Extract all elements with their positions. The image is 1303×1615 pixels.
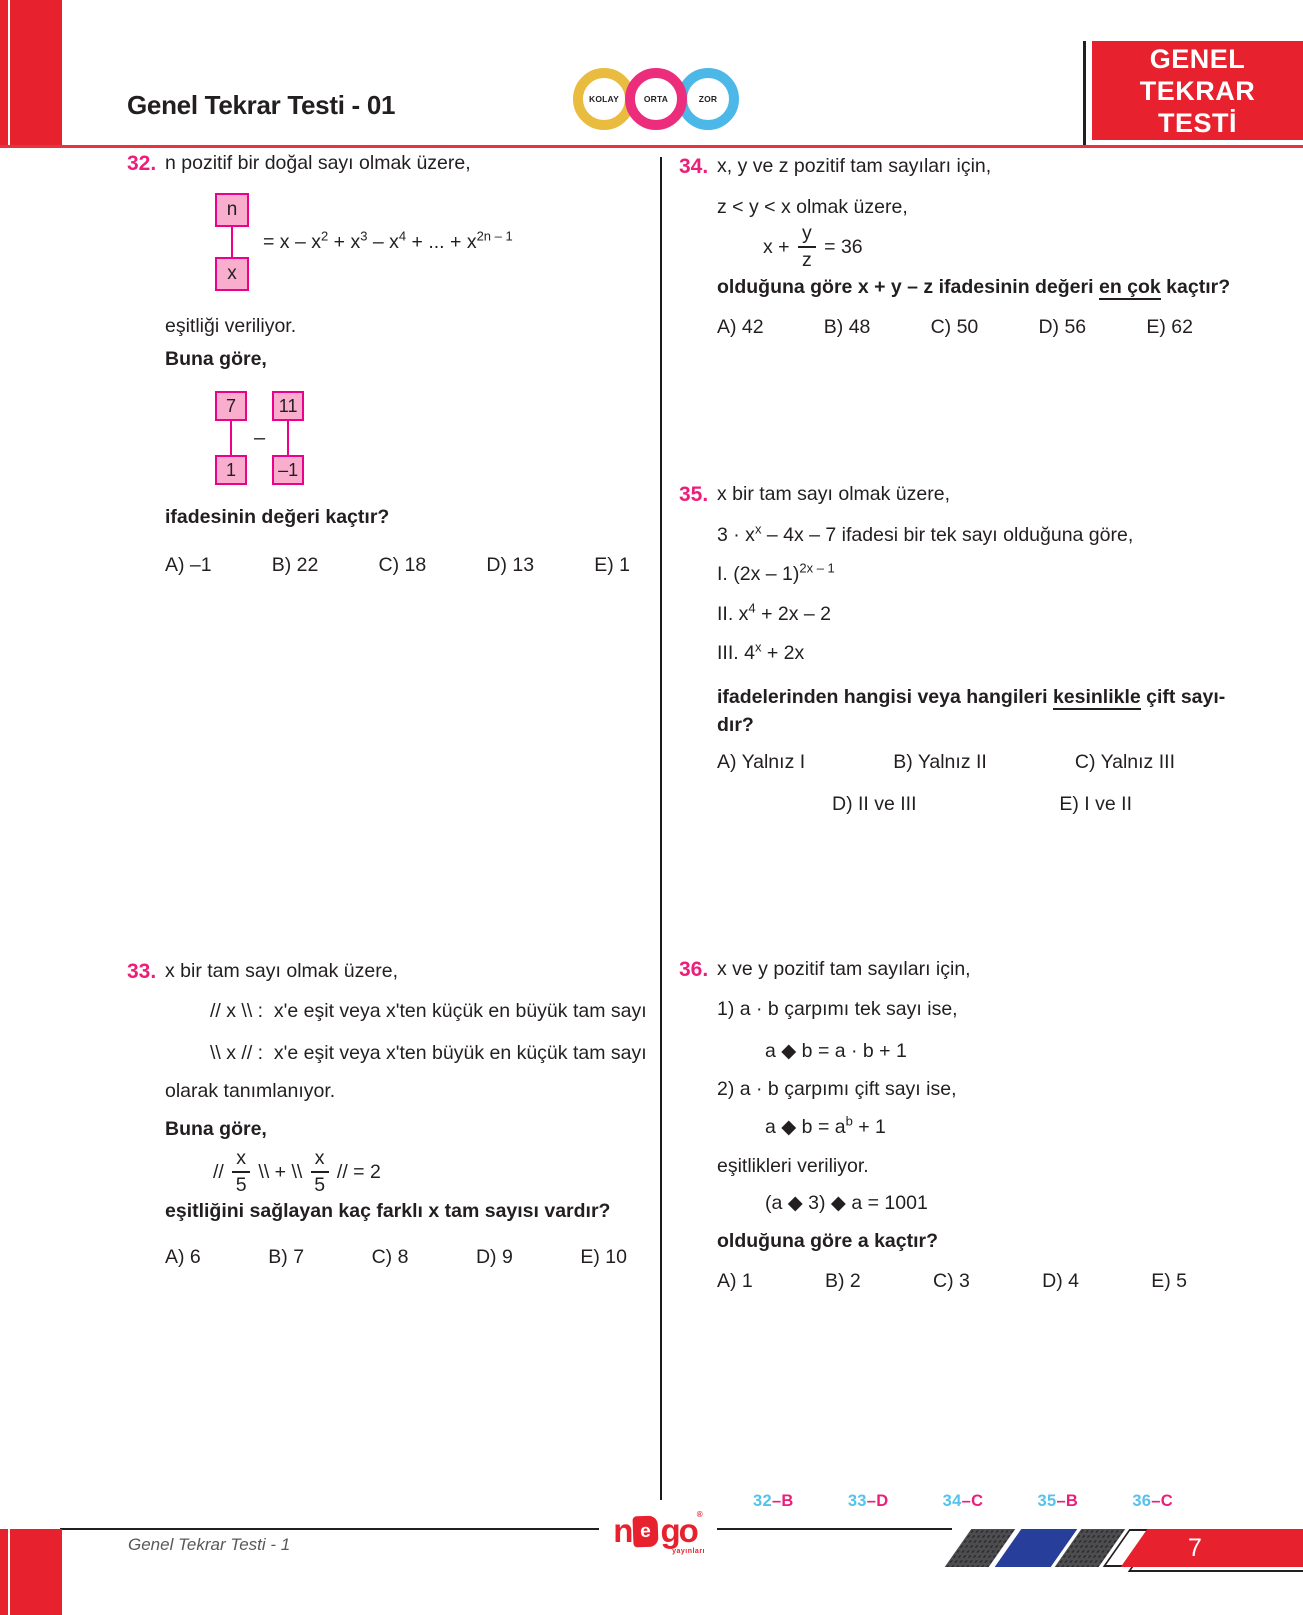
left-red-bar xyxy=(0,0,62,146)
question-prompt: eşitliğini sağlayan kaç farklı x tam sayısı vardır? xyxy=(165,1200,611,1222)
option-d: D) 13 xyxy=(486,554,535,576)
question-intro: n pozitif bir doğal sayı olmak üzere, xyxy=(165,152,471,174)
option-d: D) 9 xyxy=(475,1246,513,1268)
question-text: eşitliği veriliyor. xyxy=(165,315,297,337)
footer-rule xyxy=(60,1528,952,1530)
answer-key-entry: 32–B xyxy=(753,1492,794,1510)
option-e: E) 5 xyxy=(1151,1270,1187,1292)
roman-item-2: II. $x^4 + 2x - 2$ xyxy=(717,600,831,625)
page-number-band xyxy=(1121,1529,1303,1567)
equation-1: a ◆ b = a · b + 1 xyxy=(765,1040,907,1062)
column-divider xyxy=(660,157,662,1500)
banner-line: TESTİ xyxy=(1157,107,1237,138)
option-c: C) 8 xyxy=(371,1246,409,1268)
answer-key-entry: 35–B xyxy=(1037,1492,1079,1510)
question-prompt: olduğuna göre a kaçtır? xyxy=(717,1230,939,1252)
question-number: 32. xyxy=(127,152,157,175)
diagram-box: 7 xyxy=(215,391,247,421)
option-b: B) 2 xyxy=(825,1270,861,1292)
option-b: B) Yalnız II xyxy=(893,751,987,773)
option-d: D) II ve III xyxy=(832,793,917,815)
badge-label: ORTA xyxy=(643,94,669,104)
option-e: E) 1 xyxy=(594,554,630,576)
answer-key-entry: 36–C xyxy=(1132,1492,1173,1510)
equation-3: (a ◆ 3) ◆ a = 1001 xyxy=(765,1192,928,1214)
question-intro: x bir tam sayı olmak üzere, xyxy=(165,960,398,982)
badge-label: ZOR xyxy=(698,94,718,104)
chain-diagram xyxy=(215,193,647,291)
registered-mark: ® xyxy=(696,1510,703,1519)
logo-text: go xyxy=(660,1512,697,1549)
option-b: B) 22 xyxy=(271,554,319,576)
corner-divider-line xyxy=(1083,41,1086,147)
logo-subtext: yayınları xyxy=(672,1548,705,1555)
case-2: 2) a · b çarpımı çift sayı ise, xyxy=(717,1078,957,1100)
diagram-box: –1 xyxy=(272,455,304,485)
option-b: B) 48 xyxy=(823,316,871,338)
option-e: E) 62 xyxy=(1146,316,1193,338)
option-c: C) 50 xyxy=(930,316,979,338)
question-text: $3 \cdot x^x - 4x - 7$ ifadesi bir tek sayı olduğuna göre, xyxy=(717,521,1134,546)
answer-key-entry: 34–C xyxy=(942,1492,984,1510)
option-a: A) –1 xyxy=(165,554,212,576)
diagram-box: 11 xyxy=(272,391,304,421)
question-prompt: olduğuna göre x + y – z ifadesinin değeri en çok kaçtır? xyxy=(717,276,1231,298)
test-type-banner xyxy=(1092,41,1303,140)
question-text: Buna göre, xyxy=(165,1118,267,1140)
roman-item-1: I. (2x – 1)$^{2x - 1}$ xyxy=(717,560,835,585)
equation: = $x - x^2 + x^3 - x^4$ + ... + $x^{2n - 1}$ xyxy=(263,228,513,253)
question-35 xyxy=(679,483,1226,815)
question-number: 33. xyxy=(127,960,157,983)
bar-hairline xyxy=(8,1529,10,1615)
minus-operator: – xyxy=(254,426,266,449)
options-row xyxy=(717,1270,1187,1292)
option-a: A) 42 xyxy=(717,316,764,338)
question-prompt-2: dır? xyxy=(717,714,754,736)
question-intro: x, y ve z pozitif tam sayıları için, xyxy=(717,155,992,177)
diagram-connector xyxy=(231,227,233,257)
options-row-1 xyxy=(717,751,1175,773)
options-row xyxy=(165,554,630,576)
equation: x + $\frac{y}{z}$ = 36 xyxy=(763,221,863,271)
brand-logo xyxy=(599,1501,717,1561)
option-d: D) 56 xyxy=(1038,316,1087,338)
equation-2: a ◆ $b = a^b + 1$ xyxy=(765,1113,886,1138)
question-34 xyxy=(679,155,1231,338)
question-number: 35. xyxy=(679,483,709,506)
question-number: 34. xyxy=(679,155,709,178)
diagram-box: 1 xyxy=(215,455,247,485)
question-number: 36. xyxy=(679,958,709,981)
option-a: A) 6 xyxy=(165,1246,201,1268)
option-a: A) Yalnız I xyxy=(717,751,806,773)
option-b: B) 7 xyxy=(268,1246,305,1268)
case-1: 1) a · b çarpımı tek sayı ise, xyxy=(717,998,958,1020)
option-a: A) 1 xyxy=(717,1270,753,1292)
equation: // $\frac{x}{5}$ \\ + \\ $\frac{x}{5}$ // = 2 xyxy=(213,1146,381,1196)
diagram-box-n: n xyxy=(215,193,249,227)
question-prompt: ifadelerinden hangisi veya hangileri kesinlikle çift sayı- xyxy=(717,686,1226,708)
option-e: E) I ve II xyxy=(1059,793,1132,815)
book-icon: e xyxy=(633,1515,659,1547)
question-32 xyxy=(127,152,647,576)
answer-key-entry: 33–D xyxy=(847,1492,889,1510)
question-text: eşitlikleri veriliyor. xyxy=(717,1155,869,1177)
diagram-connector xyxy=(230,421,232,455)
options-row xyxy=(165,1246,627,1268)
left-red-bar-bottom xyxy=(0,1529,62,1615)
diagram-connector xyxy=(287,421,289,455)
bar-hairline xyxy=(8,0,10,146)
page-title: Genel Tekrar Testi - 01 xyxy=(127,90,396,120)
roman-item-3: III. $4^x + 2x$ xyxy=(717,639,805,664)
header-rule xyxy=(0,145,1303,148)
answer-key xyxy=(753,1492,1173,1511)
logo-text: n xyxy=(613,1512,632,1549)
question-36 xyxy=(679,958,1194,1292)
option-c: C) Yalnız III xyxy=(1074,751,1175,773)
page-number: 7 xyxy=(1188,1534,1202,1562)
option-d: D) 4 xyxy=(1042,1270,1079,1292)
question-text: Buna göre, xyxy=(165,348,267,370)
question-prompt: ifadesinin değeri kaçtır? xyxy=(165,506,390,528)
options-row xyxy=(717,316,1193,338)
option-e: E) 10 xyxy=(580,1246,627,1268)
diagram-box-x: x xyxy=(215,257,249,291)
expression-diagram xyxy=(215,391,647,485)
definition-1: // x \\ : x'e eşit veya x'ten küçük en büyük tam sayı xyxy=(210,1000,647,1022)
badge-label: KOLAY xyxy=(589,94,619,104)
question-text: olarak tanımlanıyor. xyxy=(165,1080,336,1102)
options-row-2 xyxy=(832,793,1132,815)
question-intro: x bir tam sayı olmak üzere, xyxy=(717,483,950,505)
question-33 xyxy=(127,960,647,1268)
definition-2: \\ x // : x'e eşit veya x'ten büyük en küçük tam sayı xyxy=(210,1042,647,1064)
option-c: C) 18 xyxy=(378,554,427,576)
footer-test-name: Genel Tekrar Testi - 1 xyxy=(128,1535,291,1554)
banner-line: TEKRAR xyxy=(1139,75,1256,106)
question-intro: x ve y pozitif tam sayıları için, xyxy=(717,958,971,980)
banner-line: GENEL xyxy=(1149,43,1246,74)
question-text: z < y < x olmak üzere, xyxy=(717,196,908,218)
difficulty-badge-orta xyxy=(625,68,687,130)
option-c: C) 3 xyxy=(933,1270,970,1292)
